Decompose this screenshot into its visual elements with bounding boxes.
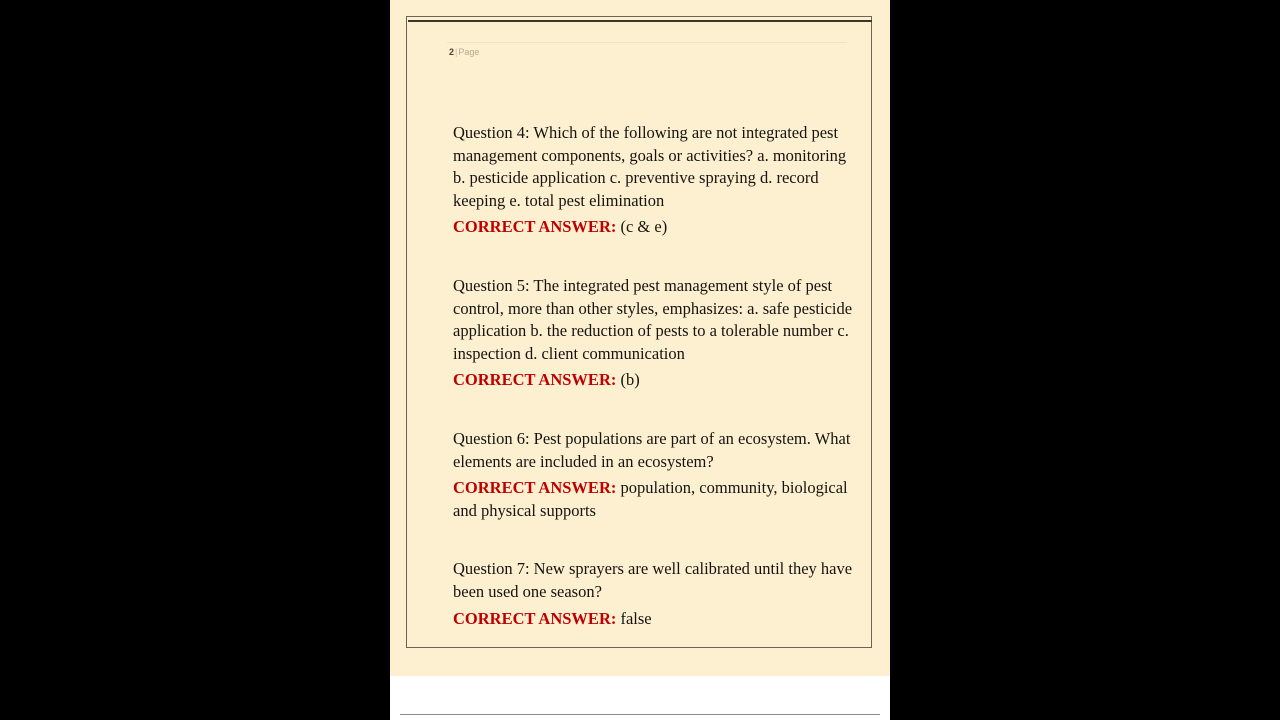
qa-block bbox=[453, 122, 855, 239]
page-number-header bbox=[449, 47, 479, 58]
answer-value-text: (b) bbox=[620, 370, 640, 390]
answer-line bbox=[453, 369, 855, 392]
question-text: Question 5: The integrated pest management style of pest control, more than other styles, emphasizes: a. safe pesticide application b. the reduction of pests to a tolerable number c. inspection d. client communication bbox=[453, 275, 853, 363]
question-answer-list bbox=[453, 122, 855, 630]
letterbox-left bbox=[0, 0, 390, 720]
next-page-top-rule bbox=[400, 714, 880, 715]
header-divider bbox=[447, 42, 847, 43]
page-header bbox=[447, 35, 851, 65]
answer-value-text: false bbox=[620, 608, 652, 628]
qa-block bbox=[453, 428, 855, 522]
header-page-number: 2 bbox=[449, 47, 455, 57]
answer-line bbox=[453, 477, 855, 522]
answer-value-text: (c & e) bbox=[620, 217, 668, 237]
document-scroll-column[interactable] bbox=[390, 0, 890, 720]
qa-block bbox=[453, 558, 855, 630]
answer-value bbox=[616, 217, 667, 236]
answer-label: CORRECT ANSWER: bbox=[453, 608, 617, 628]
answer-label: CORRECT ANSWER: bbox=[453, 370, 617, 390]
header-separator: | bbox=[455, 47, 458, 57]
page-top-rule bbox=[408, 20, 872, 22]
answer-label: CORRECT ANSWER: bbox=[453, 217, 617, 237]
letterbox-right bbox=[890, 0, 1280, 720]
question-text: Question 7: New sprayers are well calibrated until they have been used one season? bbox=[453, 559, 853, 601]
question-text: Question 4: Which of the following are not integrated pest management components, goals or activities? a. monitoring b. pesticide application c. preventive spraying d. record keeping e. total pest elimination bbox=[453, 123, 847, 210]
answer-value-text: population, community, biological and physical supports bbox=[453, 478, 848, 520]
header-page-label: Page bbox=[458, 47, 480, 57]
next-page-gap bbox=[390, 676, 890, 720]
answer-value bbox=[616, 370, 639, 389]
answer-label: CORRECT ANSWER: bbox=[453, 478, 617, 498]
answer-line bbox=[453, 608, 855, 631]
page-canvas bbox=[390, 0, 890, 676]
answer-line bbox=[453, 216, 855, 239]
question-text: Question 6: Pest populations are part of an ecosystem. What elements are included in an ecosystem? bbox=[453, 428, 851, 471]
page-sheet bbox=[406, 16, 872, 648]
page-body bbox=[447, 35, 853, 628]
qa-block bbox=[453, 275, 855, 392]
answer-value bbox=[616, 609, 651, 628]
